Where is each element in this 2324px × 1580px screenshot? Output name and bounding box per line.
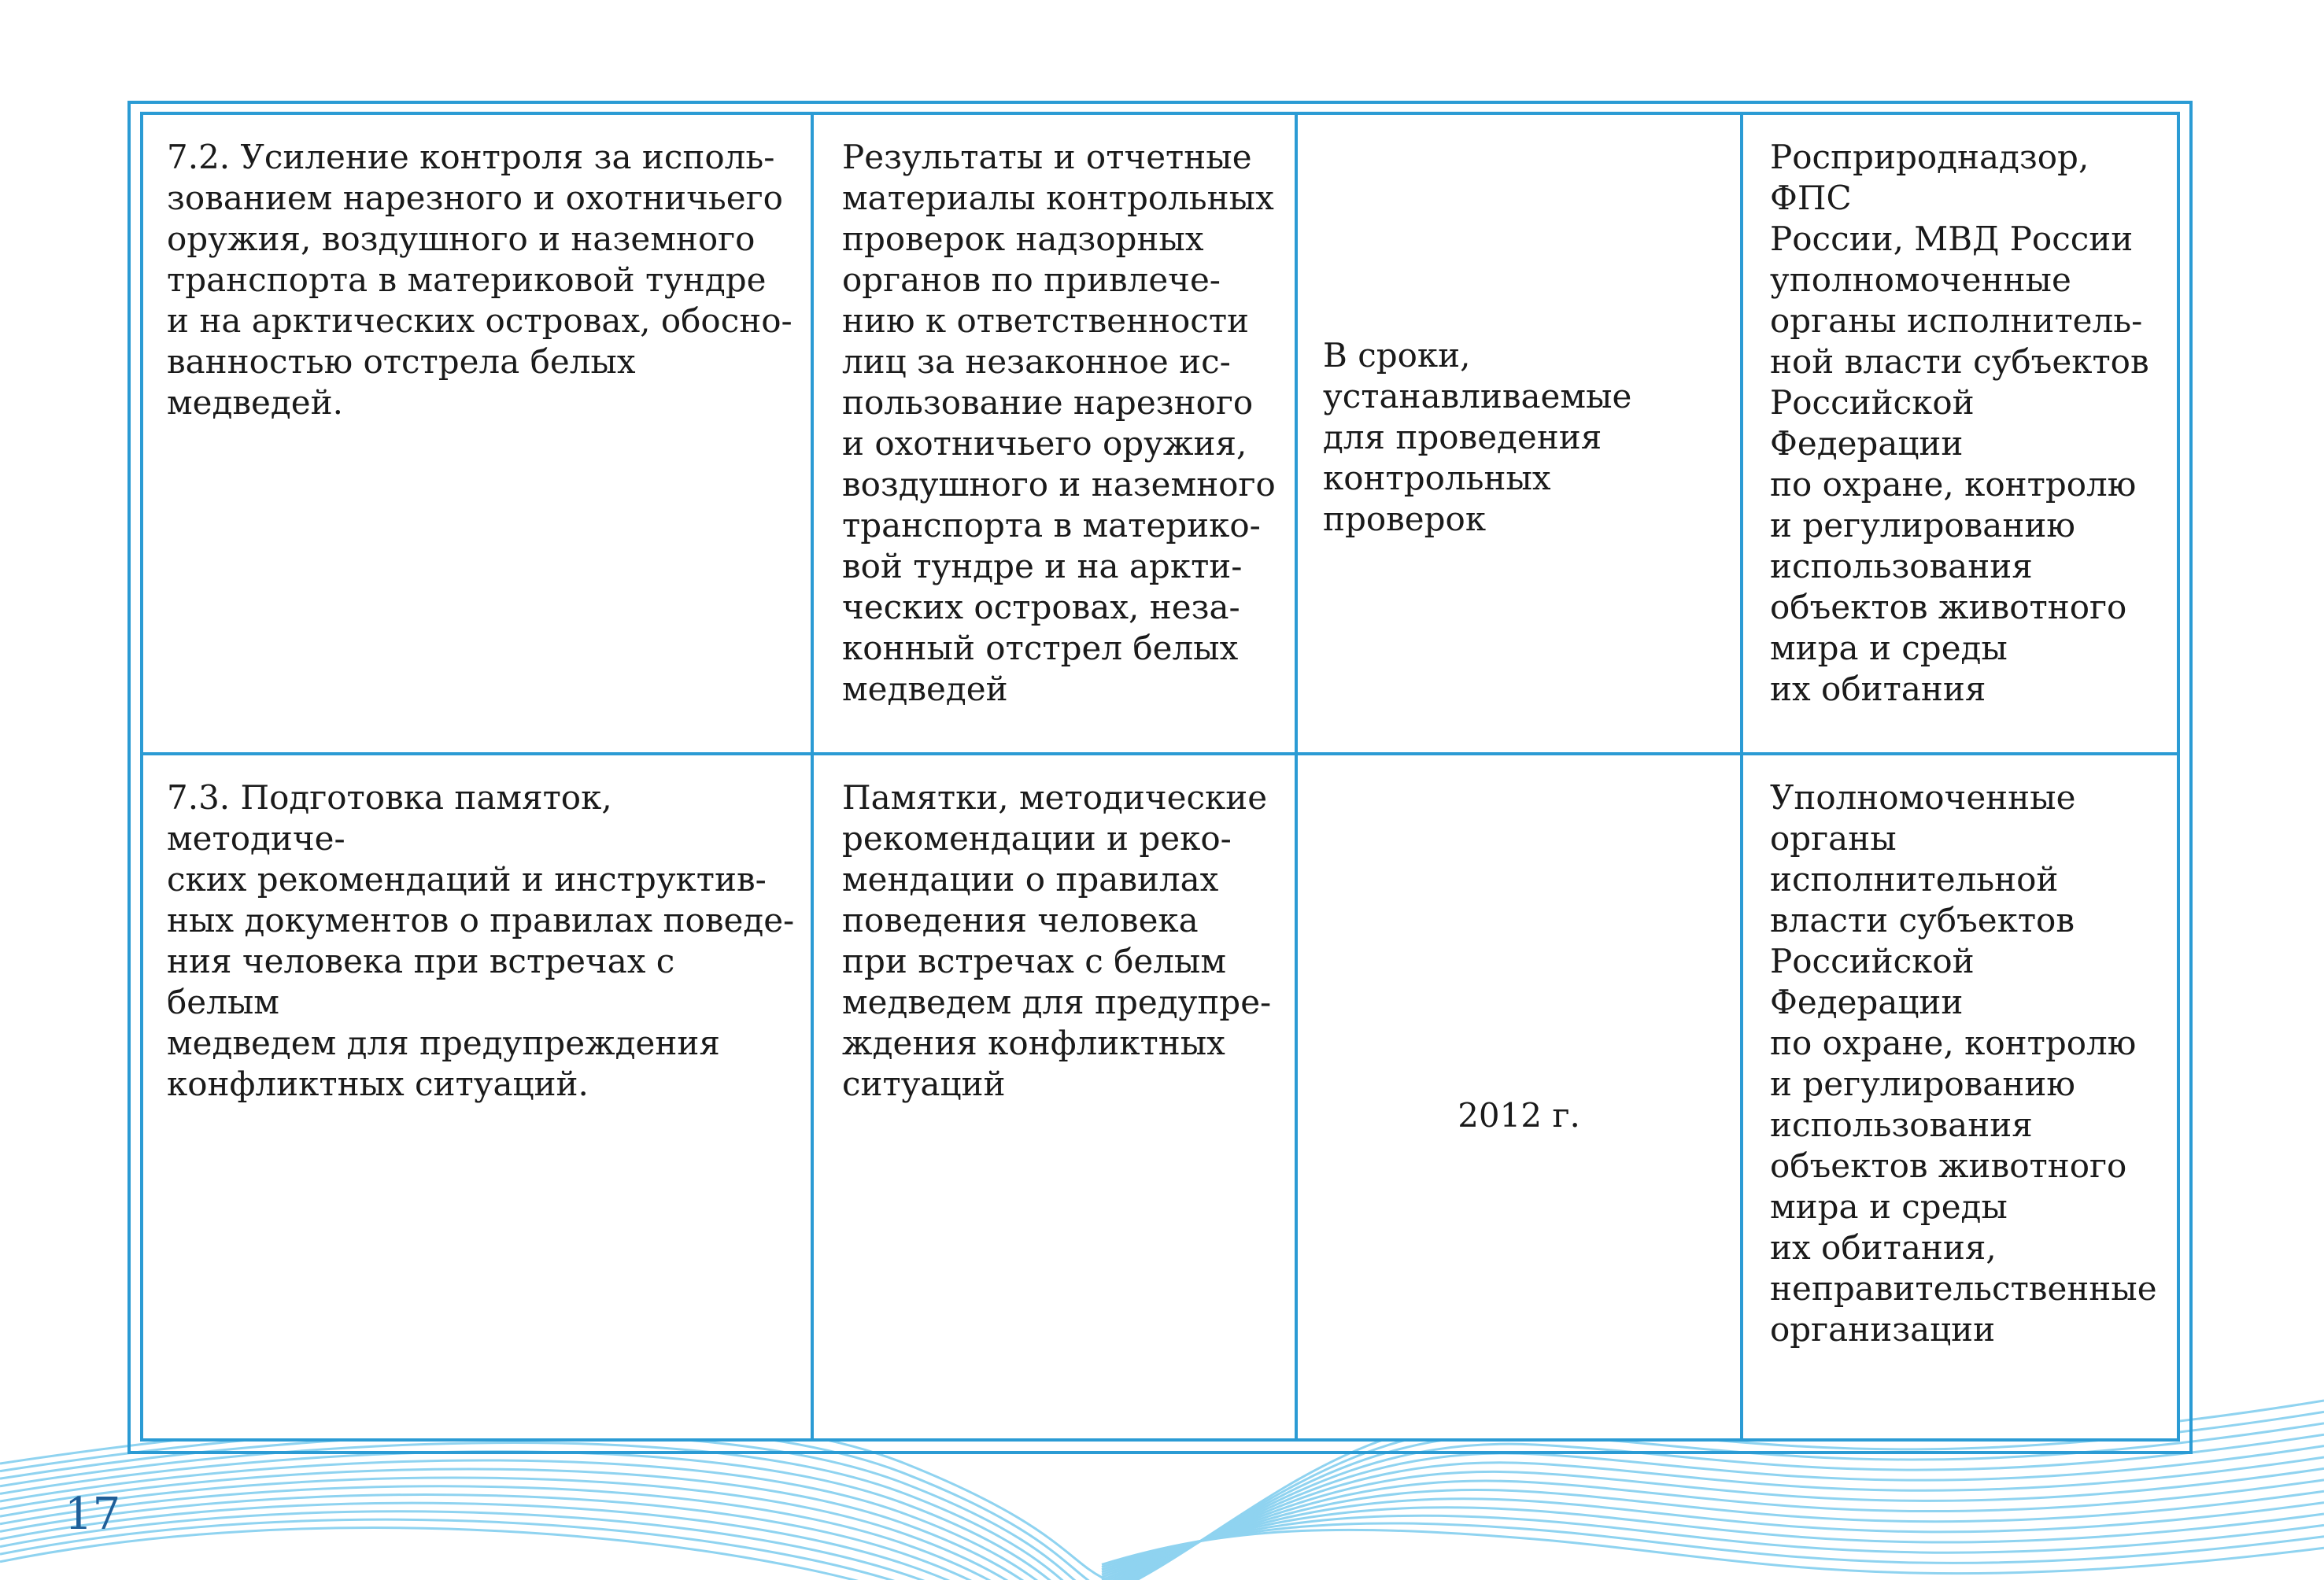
table-inner-frame: [140, 112, 2180, 1442]
wave-line: [1102, 1468, 2324, 1580]
wave-line: [1102, 1434, 2324, 1580]
result-cell: [812, 754, 1296, 1438]
wave-line: [0, 1512, 1149, 1580]
deadline-text: В сроки, устанавливаемые для проведения контрольных проверок: [1323, 336, 1632, 538]
wave-line: [1102, 1446, 2324, 1580]
responsible-cell: [1742, 115, 2177, 754]
measures-table: [143, 115, 2177, 1438]
result-text: Результаты и отчетные материалы контрольных проверок надзорных органов по привлече- нию к ответственности лиц за незаконное ис- пользование нарезного и охотничьего оружия, воздушного и наземного транспорта в материко- вой тундре и на аркти- ческих островах, неза- конный отстрел белых медведей: [842, 138, 1276, 708]
responsible-text: Росприроднадзор, ФПС России, МВД России уполномоченные органы исполнитель- ной власти субъектов Российской Федерации по охране, контролю и регулированию использования объектов животного мира и среды их обитания: [1770, 138, 2149, 708]
wave-line: [0, 1434, 1149, 1580]
wave-line: [1102, 1480, 2324, 1580]
wave-line: [0, 1460, 1149, 1580]
wave-line: [1102, 1508, 2324, 1572]
measure-cell: [143, 115, 812, 754]
wave-line: [0, 1486, 1149, 1580]
wave-line: [1102, 1530, 2324, 1573]
wave-line: [1102, 1490, 2324, 1578]
result-text: Памятки, методические рекомендации и реко- мендации о правилах поведения человека при встречах с белым медведем для предупре- ждения конфликтных ситуаций: [842, 778, 1272, 1103]
wave-line: [1102, 1499, 2324, 1574]
wave-line: [0, 1519, 1149, 1580]
table-outer-frame: [127, 101, 2193, 1454]
wave-line: [1102, 1457, 2324, 1580]
result-cell: [812, 115, 1296, 754]
wave-line: [0, 1478, 1149, 1580]
wave-line: [0, 1452, 1149, 1580]
responsible-cell: [1742, 754, 2177, 1438]
deadline-text: 2012 г.: [1458, 1096, 1580, 1135]
measure-text: 7.3. Подготовка памяток, методиче- ских рекомендаций и инструктив- ных документов о правилах поведе- ния человека при встречах с белым медведем для предупреждения конфликтных ситуаций.: [167, 778, 795, 1103]
wave-line: [0, 1495, 1149, 1580]
page-number: 17: [65, 1489, 121, 1540]
deadline-cell: [1296, 754, 1742, 1438]
wave-line: [0, 1443, 1149, 1580]
responsible-text: Уполномоченные органы исполнительной власти субъектов Российской Федерации по охране, контролю и регулированию использования объектов животного мира и среды их обитания, неправительственные организации: [1770, 778, 2157, 1349]
table-row: [143, 115, 2177, 754]
measure-cell: [143, 754, 812, 1438]
deadline-cell: [1296, 115, 1742, 754]
wave-line: [1102, 1515, 2324, 1570]
measure-text: 7.2. Усиление контроля за исполь- зованием нарезного и охотничьего оружия, воздушного и наземного транспорта в материковой тундре и на арктических островах, обосно- ванностью отстрела белых медведей.: [167, 138, 793, 422]
wave-line: [0, 1528, 1149, 1580]
table-row: [143, 754, 2177, 1438]
wave-line: [1102, 1523, 2324, 1567]
wave-line: [0, 1469, 1149, 1580]
wave-line: [0, 1503, 1149, 1580]
